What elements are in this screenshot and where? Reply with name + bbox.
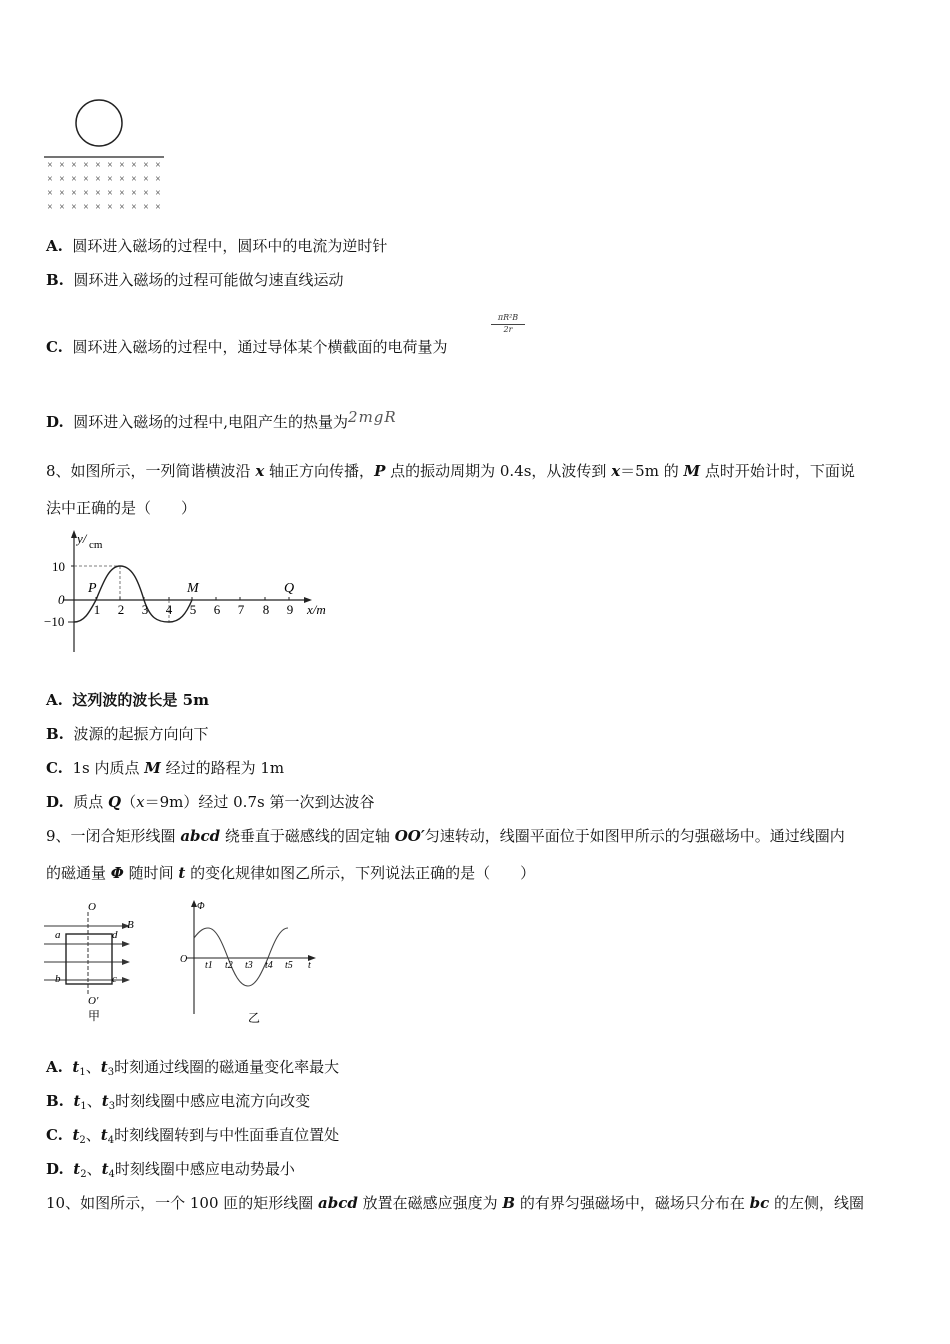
field-cross: × [59,202,65,213]
y-axis-unit: cm [89,539,103,551]
point-m: M [187,581,199,596]
field-cross: × [59,160,65,171]
y-axis-label: y/ [77,531,87,546]
field-cross: × [107,174,113,185]
field-cross: × [155,174,161,185]
field-cross: × [107,188,113,199]
field-cross: × [95,174,101,185]
label-o-top: O [88,901,96,913]
field-cross: × [71,202,77,213]
x-tick-4: 4 [165,602,173,617]
field-cross: × [71,188,77,199]
label-b: b [55,973,61,985]
x-tick-5: 5 [189,602,197,617]
field-crosses [47,160,161,213]
coil-abcd [66,934,112,984]
field-cross: × [71,160,77,171]
ring [76,100,122,146]
field-cross: × [83,160,89,171]
caption-yi: 乙 [248,1011,261,1025]
field-cross: × [95,188,101,199]
caption-jia: 甲 [88,1009,101,1023]
label-d: d [112,929,118,941]
field-cross: × [59,188,65,199]
field-cross: × [155,160,161,171]
q8-stem-line1: 8、如图所示，一列简谐横波沿 x 轴正方向传播，P 点的振动周期为 0.4s，从波传到 x＝5m 的 M 点时开始计时，下面说 [46,462,855,480]
tick-t2: t2 [225,960,233,971]
tick-t4: t4 [265,960,273,971]
field-cross: × [143,202,149,213]
q9-option-b: B. $t_1$、$t_3$时刻线圈中感应电流方向改变 [46,1092,311,1112]
label-t: t [308,960,311,971]
field-cross: × [95,202,101,213]
q9-stem-line1: 9、一闭合矩形线圈 abcd 绕垂直于磁感线的固定轴 OO′匀速转动，线圈平面位于如图甲所示的匀强磁场中。通过线圈内 [46,827,845,845]
field-cross: × [131,174,137,185]
field-cross: × [107,202,113,213]
x-tick-2: 2 [117,602,125,617]
ring-field-figure [40,96,170,218]
q9-option-d: D. $t_2$、$t_4$时刻线圈中感应电动势最小 [46,1160,295,1180]
field-cross: × [119,202,125,213]
flux-curve [194,928,288,986]
q8-option-c: C. 1s 内质点 M 经过的路程为 1m [46,759,285,777]
label-b-field: B [127,919,134,931]
q7-option-d: D. 圆环进入磁场的过程中,电阻产生的热量为2mgR [46,408,397,431]
field-cross: × [47,174,53,185]
field-cross: × [155,202,161,213]
q10-stem-line1: 10、如图所示，一个 100 匝的矩形线圈 abcd 放置在磁感应强度为 B 的有界匀强磁场中，磁场只分布在 bc 的左侧，线圈 [46,1194,865,1212]
q9-option-c: C. $t_2$、$t_4$时刻线圈转到与中性面垂直位置处 [46,1126,340,1146]
label-phi: Φ [197,901,205,912]
field-cross: × [119,188,125,199]
field-cross: × [155,188,161,199]
field-cross: × [83,202,89,213]
q9-stem-line2: 的磁通量 Φ 随时间 t 的变化规律如图乙所示，下列说法正确的是（ ） [46,864,536,882]
flux-time-graph [178,896,328,1028]
field-cross: × [131,160,137,171]
x-tick-9: 9 [286,602,294,617]
q7-option-a: A. 圆环进入磁场的过程中，圆环中的电流为逆时针 [46,237,388,255]
field-cross: × [143,174,149,185]
label-o-bottom: O′ [88,995,99,1007]
tick-t5: t5 [285,960,293,971]
q8-option-b: B. 波源的起振方向向下 [46,725,209,743]
q9-option-a: A. $t_1$、$t_3$时刻通过线圈的磁通量变化率最大 [46,1058,340,1078]
field-cross: × [47,202,53,213]
x-tick-3: 3 [141,602,149,617]
field-cross: × [143,160,149,171]
field-cross: × [119,174,125,185]
tick-t1: t1 [205,960,213,971]
wave-graph [44,528,344,654]
label-a: a [55,929,61,941]
x-tick-6: 6 [213,602,221,617]
field-cross: × [83,174,89,185]
field-cross: × [131,188,137,199]
y-tick-10: 10 [52,559,65,574]
y-tick-neg10: −10 [44,614,65,629]
label-origin: O [180,954,188,965]
field-cross: × [47,160,53,171]
coil-in-field-figure [42,898,142,1028]
q7-c-formula: πR²B 2r [491,313,525,335]
x-tick-7: 7 [237,602,245,617]
field-cross: × [107,160,113,171]
field-cross: × [143,188,149,199]
q7-option-b: B. 圆环进入磁场的过程可能做匀速直线运动 [46,271,344,289]
label-c: c [112,973,117,985]
field-cross: × [71,174,77,185]
x-tick-8: 8 [262,602,270,617]
point-q: Q [284,581,295,596]
q8-option-d: D. 质点 Q（x＝9m）经过 0.7s 第一次到达波谷 [46,793,375,811]
tick-t3: t3 [245,960,253,971]
q8-stem-line2: 法中正确的是（ ） [46,499,197,517]
q7-option-c: C. 圆环进入磁场的过程中，通过导体某个横截面的电荷量为 [46,338,448,356]
field-cross: × [119,160,125,171]
y-tick-0: 0 [58,592,65,607]
q8-option-a: A. 这列波的波长是 5m [46,691,209,709]
field-cross: × [131,202,137,213]
point-p: P [88,581,97,596]
x-tick-1: 1 [93,602,101,617]
field-cross: × [83,188,89,199]
field-cross: × [95,160,101,171]
field-cross: × [59,174,65,185]
field-cross: × [47,188,53,199]
x-axis-label: x/m [307,602,326,617]
